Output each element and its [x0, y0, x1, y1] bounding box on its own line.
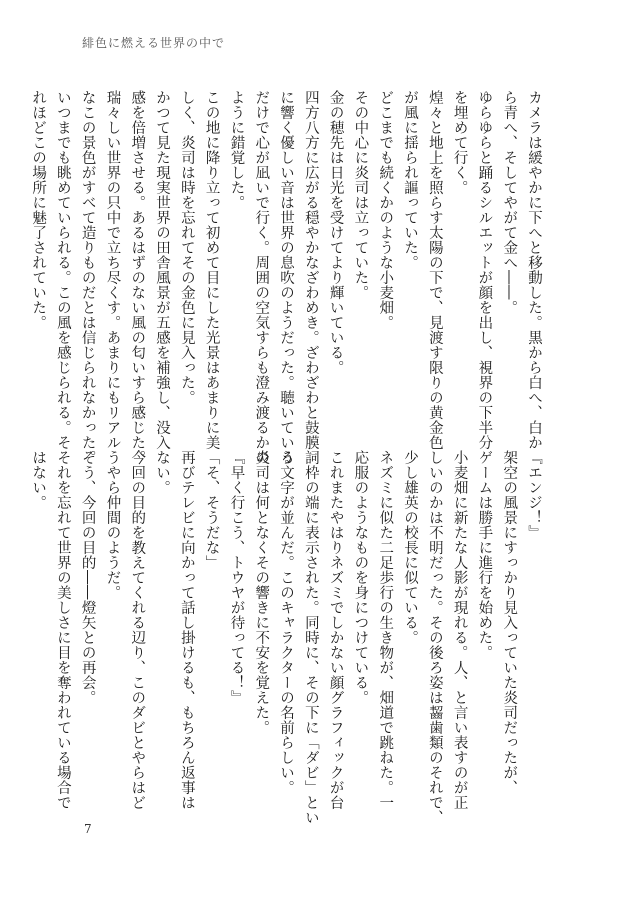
text-column: れほどこの場所に魅了されていた。 — [30, 90, 47, 330]
text-column: が風に揺られ謳っていた。 — [402, 90, 419, 270]
text-column: ない。 — [154, 450, 171, 495]
text-column: 感を倍増させる。あるはずのない風の匂いすら感じた。 — [129, 90, 146, 465]
text-column: ネズミに似た二足歩行の生き物が、畑道で跳ねた。一 — [377, 450, 394, 810]
page-number: 7 — [84, 822, 92, 836]
lower-text-block — [30, 450, 546, 825]
text-column: う文字が並んだ。このキャラクターの名前らしい。 — [278, 450, 295, 795]
upper-text-block — [30, 90, 546, 465]
text-column: そう、今回の目的――燈矢との再会。 — [79, 450, 96, 705]
text-column: 『エンジ！』 — [526, 450, 542, 540]
text-column: だけで心が凪いで行く。周囲の空気すらも澄み渡るかの — [253, 90, 270, 465]
text-column: 小麦畑に新たな人影が現れる。人、と言い表すのが正 — [451, 450, 468, 810]
text-column: ように錯覚した。 — [228, 90, 245, 210]
text-column: 応服のようなものを身につけている。 — [352, 450, 369, 705]
text-column: 『早く行こう、トウヤが待ってる！』 — [228, 450, 245, 705]
text-column: 再びテレビに向かって話し掛けるも、もちろん返事は — [178, 450, 195, 810]
text-column: 四方八方に広がる穏やかなざわめき。ざわざわと鼓膜 — [302, 90, 319, 450]
text-column: はない。 — [30, 450, 47, 510]
text-column: ゆらゆらと踊るシルエットが顔を出し、視界の下半分 — [476, 90, 493, 450]
text-column: どこまでも続くかのような小麦畑。 — [377, 90, 394, 330]
running-title: 緋色に燃える世界の中で — [82, 36, 226, 50]
text-column: 煌々と地上を照らす太陽の下で、見渡す限りの黄金色 — [426, 90, 443, 450]
text-column: 「そ、そうだな」 — [203, 450, 220, 570]
text-column: を埋めて行く。 — [451, 90, 468, 195]
text-column: なこの景色がすべて造りものだとは信じられなかった。 — [79, 90, 96, 465]
text-column: 少し雄英の校長に似ている。 — [402, 450, 419, 645]
text-column: その中心に炎司は立っていた。 — [352, 90, 369, 300]
text-column: 金の穂先は日光を受けてより輝いている。 — [327, 90, 344, 375]
text-column: しく、炎司は時を忘れてその金色に見入った。 — [178, 90, 195, 405]
text-column: カメラは緩やかに下へと移動した。黒から白へ、白か — [526, 90, 542, 450]
text-column: それを忘れて世界の美しさに目を奪われている場合で — [54, 450, 71, 810]
text-column: いつまでも眺めていられる。この風を感じられる。そ — [54, 90, 71, 450]
text-column: 詞枠の端に表示された。同時に、その下に「ダビ」とい — [302, 450, 319, 825]
text-column: ゲームは勝手に進行を始めた。 — [476, 450, 493, 660]
text-column: 今回の目的を教えてくれる辺り、このダビとやらはど — [129, 450, 146, 810]
text-column: に響く優しい音は世界の息吹のようだった。聴いている — [278, 90, 295, 465]
text-column: 瑞々しい世界の只中で立ち尽くす。あまりにもリアル — [104, 90, 121, 450]
text-column: うやら仲間のようだ。 — [104, 450, 121, 600]
text-column: ら青へ、そしてやがて金へ――。 — [501, 90, 518, 315]
text-column: これまたやはりネズミでしかない顔グラフィックが台 — [327, 450, 344, 810]
text-column: 架空の風景にすっかり見入っていた炎司だったが、 — [501, 450, 518, 795]
text-column: しいのかは不明だった。その後ろ姿は齧歯類のそれで、 — [426, 450, 443, 825]
text-column: かつて見た現実世界の田舎風景が五感を補強し、没入 — [154, 90, 171, 450]
text-column: この地に降り立って初めて目にした光景はあまりに美 — [203, 90, 220, 450]
text-column: 炎司は何となくその響きに不安を覚えた。 — [253, 450, 270, 735]
